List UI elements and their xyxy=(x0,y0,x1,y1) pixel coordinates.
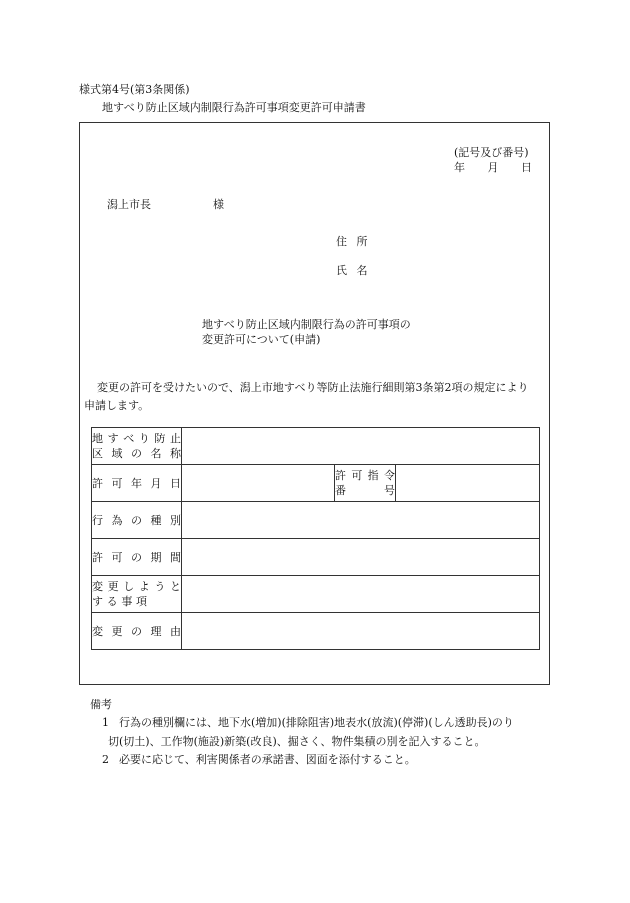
change-reason-field[interactable] xyxy=(182,613,540,650)
subject-line-1: 地すべり防止区域内制限行為の許可事項の xyxy=(202,318,411,331)
permit-date-text: 許 可 年 月 日 xyxy=(92,476,181,490)
addressee-name: 潟上市長 xyxy=(107,198,151,211)
note-2-number: 2 xyxy=(102,753,109,766)
note-1-line1: 行為の種別欄には、地下水(増加)(排除阻害)地表水(放流)(停滞)(しん透助長)のり xyxy=(119,716,514,729)
change-reason-label xyxy=(92,613,182,650)
change-items-label-line2: す る 事 項 xyxy=(92,595,147,608)
area-name-label-line1: 地 す べ り 防 止 xyxy=(92,432,181,445)
permit-number-label xyxy=(335,465,396,502)
notes-heading: 備考 xyxy=(90,698,112,711)
permit-period-text: 許 可 の 期 間 xyxy=(92,550,181,564)
area-name-label xyxy=(92,428,182,465)
body-line-1: 変更の許可を受けたいので、潟上市地すべり等防止法施行細則第3条第2項の規定により xyxy=(97,381,529,394)
note-1-number: 1 xyxy=(102,716,109,729)
date-day: 日 xyxy=(521,161,532,174)
form-number: 様式第4号(第3条関係) xyxy=(79,83,190,96)
act-type-text: 行 為 の 種 別 xyxy=(92,513,181,527)
subject-line-2: 変更許可について(申請) xyxy=(202,333,321,346)
change-items-label-line1: 変 更 し よ う と xyxy=(92,580,181,593)
table-row xyxy=(92,465,540,502)
permit-date-label xyxy=(92,465,182,502)
note-1-line2: 切(切土)、工作物(施設)新築(改良)、掘さく、物件集積の別を記入すること。 xyxy=(108,735,486,748)
change-items-label xyxy=(92,576,182,613)
permit-number-field[interactable] xyxy=(396,465,540,502)
permit-number-label-line2: 番 号 xyxy=(335,484,395,497)
table-row xyxy=(92,539,540,576)
change-reason-text: 変 更 の 理 由 xyxy=(92,624,181,638)
address-label: 住 所 xyxy=(336,235,368,248)
table-row xyxy=(92,613,540,650)
addressee-honorific: 様 xyxy=(213,198,224,211)
table-row xyxy=(92,576,540,613)
act-type-field[interactable] xyxy=(182,502,540,539)
table-row xyxy=(92,502,540,539)
name-label: 氏 名 xyxy=(336,264,368,277)
permit-period-field[interactable] xyxy=(182,539,540,576)
application-table xyxy=(91,427,540,650)
form-title: 地すべり防止区域内制限行為許可事項変更許可申請書 xyxy=(102,101,366,114)
date-line xyxy=(454,161,532,175)
date-month: 月 xyxy=(487,161,499,174)
body-line-2: 申請します。 xyxy=(84,399,150,412)
permit-number-label-line1: 許 可 指 令 xyxy=(335,469,395,482)
note-2-line1: 必要に応じて、利害関係者の承諾書、図面を添付すること。 xyxy=(119,753,416,766)
permit-period-label xyxy=(92,539,182,576)
reference-number: (記号及び番号) xyxy=(454,146,529,159)
table-row xyxy=(92,428,540,465)
date-year: 年 xyxy=(454,161,465,174)
act-type-label xyxy=(92,502,182,539)
area-name-field[interactable] xyxy=(182,428,540,465)
permit-date-field[interactable] xyxy=(182,465,335,502)
change-items-field[interactable] xyxy=(182,576,540,613)
area-name-label-line2: 区 域 の 名 称 xyxy=(92,447,181,460)
